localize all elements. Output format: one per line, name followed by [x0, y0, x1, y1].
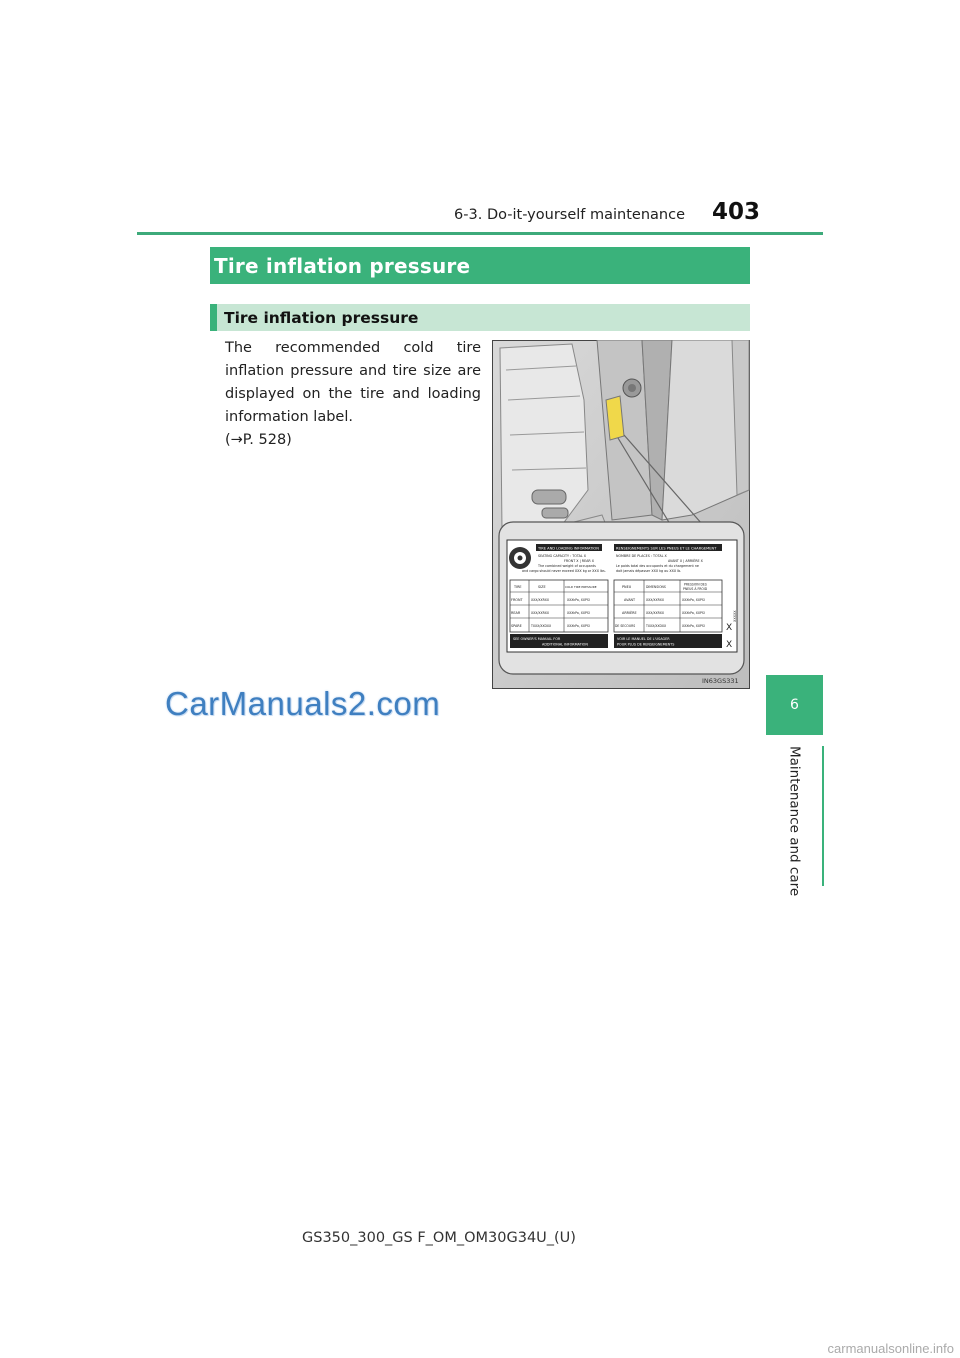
label-fr-combined1: Le poids total des occupants et du chargement ne [616, 564, 699, 568]
label-fr-col-pressure1: PRESSION DES [684, 582, 707, 587]
section-title-bar [210, 247, 750, 284]
document-code: GS350_300_GS F_OM_OM30G34U_(U) [302, 1230, 576, 1246]
label-fr-row-rear-size: XXX/XXRXX [646, 611, 665, 615]
label-en-col-tire: TIRE [514, 585, 522, 589]
chapter-label: Maintenance and care [786, 745, 803, 897]
label-fr-row-front-size: XXX/XXRXX [646, 598, 665, 602]
label-en-col-pressure: COLD TIRE PRESSURE [565, 585, 597, 589]
label-fr-row-spare-pressure: XXXkPa, XXPSI [682, 624, 705, 628]
chapter-tab [766, 675, 823, 735]
label-en-combined2: and cargo should never exceed XXX kg or XXX lbs. [522, 569, 606, 573]
label-fr-row-front: AVANT [624, 598, 636, 602]
label-mark-x-1: X [726, 623, 733, 633]
label-fr-seating: NOMBRE DE PLACES : TOTAL X [616, 554, 667, 558]
page-number: 403 [711, 199, 760, 225]
body-text: The recommended cold tire inflation pressure and tire size are displayed on the tire and loading information label. [225, 340, 481, 425]
chapter-divider [822, 746, 824, 886]
label-fr-footer1: VOIR LE MANUEL DE L'USAGER [617, 637, 670, 641]
label-en-row-front-size: XXX/XXRXX [531, 598, 550, 602]
label-fr-col-tire: PNEU [622, 585, 632, 589]
label-fr-col-size: DIMENSIONS [646, 585, 666, 589]
label-en-row-rear: REAR [511, 611, 521, 615]
chapter-label-wrap [766, 746, 823, 896]
watermark-carmanuals: CarManuals2.com [165, 685, 441, 722]
label-mark-x-2: X [726, 640, 733, 650]
label-mark-code: XXXXX [733, 610, 737, 622]
label-en-seating: SEATING CAPACITY : TOTAL X [538, 554, 587, 558]
header-divider [137, 232, 823, 235]
label-en-combined1: The combined weight of occupants [538, 564, 596, 568]
label-en-row-spare-size: TXXX/XXDXX [531, 624, 552, 628]
figure-code: IN63GS331 [702, 677, 739, 685]
label-fr-row-rear: ARRIÈRE [622, 611, 637, 615]
label-fr-row-spare-size: TXXX/XXDXX [646, 624, 667, 628]
label-fr-col-pressure2: PNEUS À FROID [683, 587, 708, 591]
label-fr-row-rear-pressure: XXXkPa, XXPSI [682, 611, 705, 615]
page-reference: (→P. 528) [225, 432, 292, 448]
label-en-col-size: SIZE [538, 585, 546, 589]
tire-label-illustration [492, 340, 750, 689]
label-en-row-front-pressure: XXXkPa, XXPSI [567, 598, 590, 602]
label-fr-row-spare: DE SECOURS [615, 624, 636, 628]
label-fr-row-front-pressure: XXXkPa, XXPSI [682, 598, 705, 602]
label-en-title: TIRE AND LOADING INFORMATION [538, 546, 599, 551]
label-en-footer2: ADDITIONAL INFORMATION [542, 642, 588, 647]
label-fr-combined2: doit jamais dépasser XXX kg ou XXX lb. [616, 569, 682, 573]
label-en-row-spare-pressure: XXXkPa, XXPSI [567, 624, 590, 628]
label-en-front-rear: FRONT X | REAR X [564, 559, 595, 563]
watermark-bottom: carmanualsonline.info [827, 1341, 954, 1356]
label-fr-front-rear: AVANT X | ARRIÈRE X [668, 559, 703, 563]
label-en-row-rear-pressure: XXXkPa, XXPSI [567, 611, 590, 615]
label-en-row-spare: SPARE [511, 624, 522, 628]
subsection-title-bar [210, 304, 750, 331]
chapter-number: 6 [790, 697, 799, 713]
subsection-accent [210, 304, 217, 331]
label-en-footer1: SEE OWNER'S MANUAL FOR [513, 637, 561, 641]
section-title: Tire inflation pressure [214, 253, 471, 278]
subsection-title: Tire inflation pressure [224, 308, 419, 327]
label-en-row-front: FRONT [511, 598, 523, 602]
label-fr-title: RENSEIGNEMENTS SUR LES PNEUS ET LE CHARGEMENT [616, 546, 717, 551]
header-section-title: 6-3. Do-it-yourself maintenance [454, 207, 685, 223]
body-paragraph [225, 337, 481, 452]
label-fr-footer2: POUR PLUS DE RENSEIGNEMENTS [617, 642, 675, 647]
label-en-row-rear-size: XXX/XXRXX [531, 611, 550, 615]
